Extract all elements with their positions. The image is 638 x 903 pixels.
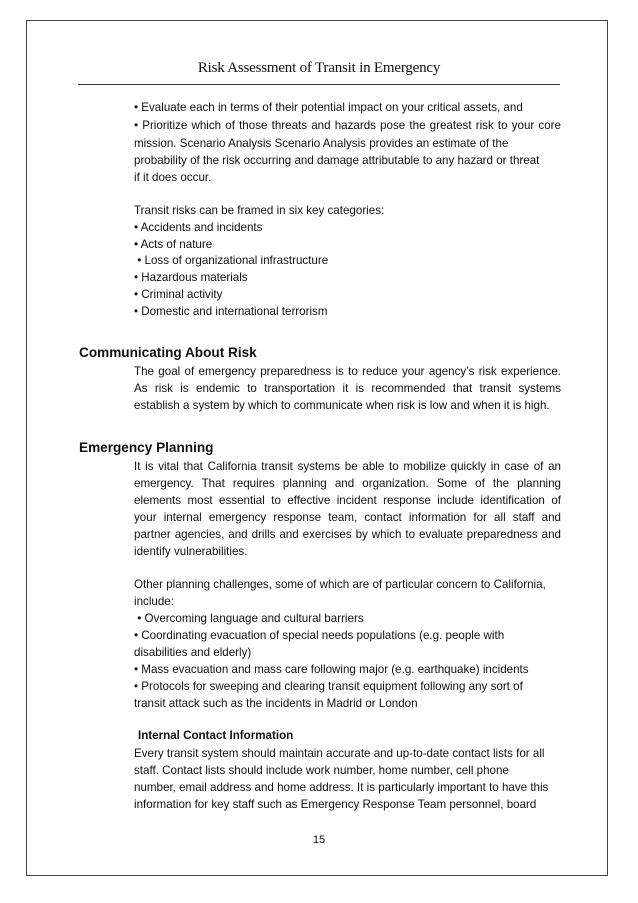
challenges-line: disabilities and elderly): [134, 646, 252, 659]
categories-intro: Transit risks can be framed in six key categories:: [134, 204, 385, 217]
challenges-line: • Mass evacuation and mass care following major (e.g. earthquake) incidents: [134, 663, 529, 676]
challenges-line: • Overcoming language and cultural barriers: [134, 612, 364, 625]
planning-line: partner agencies, and drills and exercises by which to evaluate preparedness and: [134, 528, 561, 541]
challenges-line: • Protocols for sweeping and clearing transit equipment following any sort of: [134, 680, 523, 693]
contact-line: Every transit system should maintain accurate and up-to-date contact lists for all: [134, 747, 545, 760]
heading-communicating: Communicating About Risk: [79, 345, 257, 360]
challenges-line: • Coordinating evacuation of special needs populations (e.g. people with: [134, 629, 505, 642]
page-number: 15: [312, 834, 326, 846]
intro-line: • Evaluate each in terms of their potential impact on your critical assets, and: [134, 101, 523, 114]
planning-line: elements most essential to effective incident response include identification of: [134, 494, 561, 507]
contact-line: number, email address and home address. It is particularly important to have this: [134, 781, 549, 794]
planning-line: It is vital that California transit systems be able to mobilize quickly in case of an: [134, 460, 561, 473]
category-item: • Criminal activity: [134, 288, 223, 301]
contact-line: information for key staff such as Emergency Response Team personnel, board: [134, 798, 537, 811]
intro-line: • Prioritize which of those threats and hazards pose the greatest risk to your core: [134, 119, 561, 132]
intro-line: probability of the risk occurring and damage attributable to any hazard or threat: [134, 154, 540, 167]
category-item: • Domestic and international terrorism: [134, 305, 328, 318]
contact-line: staff. Contact lists should include work number, home number, cell phone: [134, 764, 509, 777]
challenges-line: include:: [134, 595, 174, 608]
category-item: • Accidents and incidents: [134, 221, 263, 234]
category-item: • Acts of nature: [134, 238, 213, 251]
communicating-line: The goal of emergency preparedness is to reduce your agency’s risk experience.: [134, 365, 561, 378]
heading-emergency-planning: Emergency Planning: [79, 440, 214, 455]
intro-line: if it does occur.: [134, 171, 212, 184]
heading-internal-contact: Internal Contact Information: [138, 729, 294, 742]
communicating-line: establish a system by which to communicate when risk is low and when it is high.: [134, 399, 550, 412]
planning-line: your internal emergency response team, contact information for all staff and: [134, 511, 561, 524]
intro-line: mission. Scenario Analysis Scenario Analysis provides an estimate of the: [134, 137, 509, 150]
page-header-title: Risk Assessment of Transit in Emergency: [197, 60, 441, 76]
communicating-line: As risk is endemic to transportation it is recommended that transit systems: [134, 382, 561, 395]
challenges-line: transit attack such as the incidents in Madrid or London: [134, 697, 418, 710]
challenges-line: Other planning challenges, some of which are of particular concern to California,: [134, 578, 546, 591]
planning-line: emergency. That requires planning and organization. Some of the planning: [134, 477, 561, 490]
category-item: • Hazardous materials: [134, 271, 248, 284]
planning-line: identify vulnerabilities.: [134, 545, 248, 558]
category-item: • Loss of organizational infrastructure: [134, 254, 329, 267]
